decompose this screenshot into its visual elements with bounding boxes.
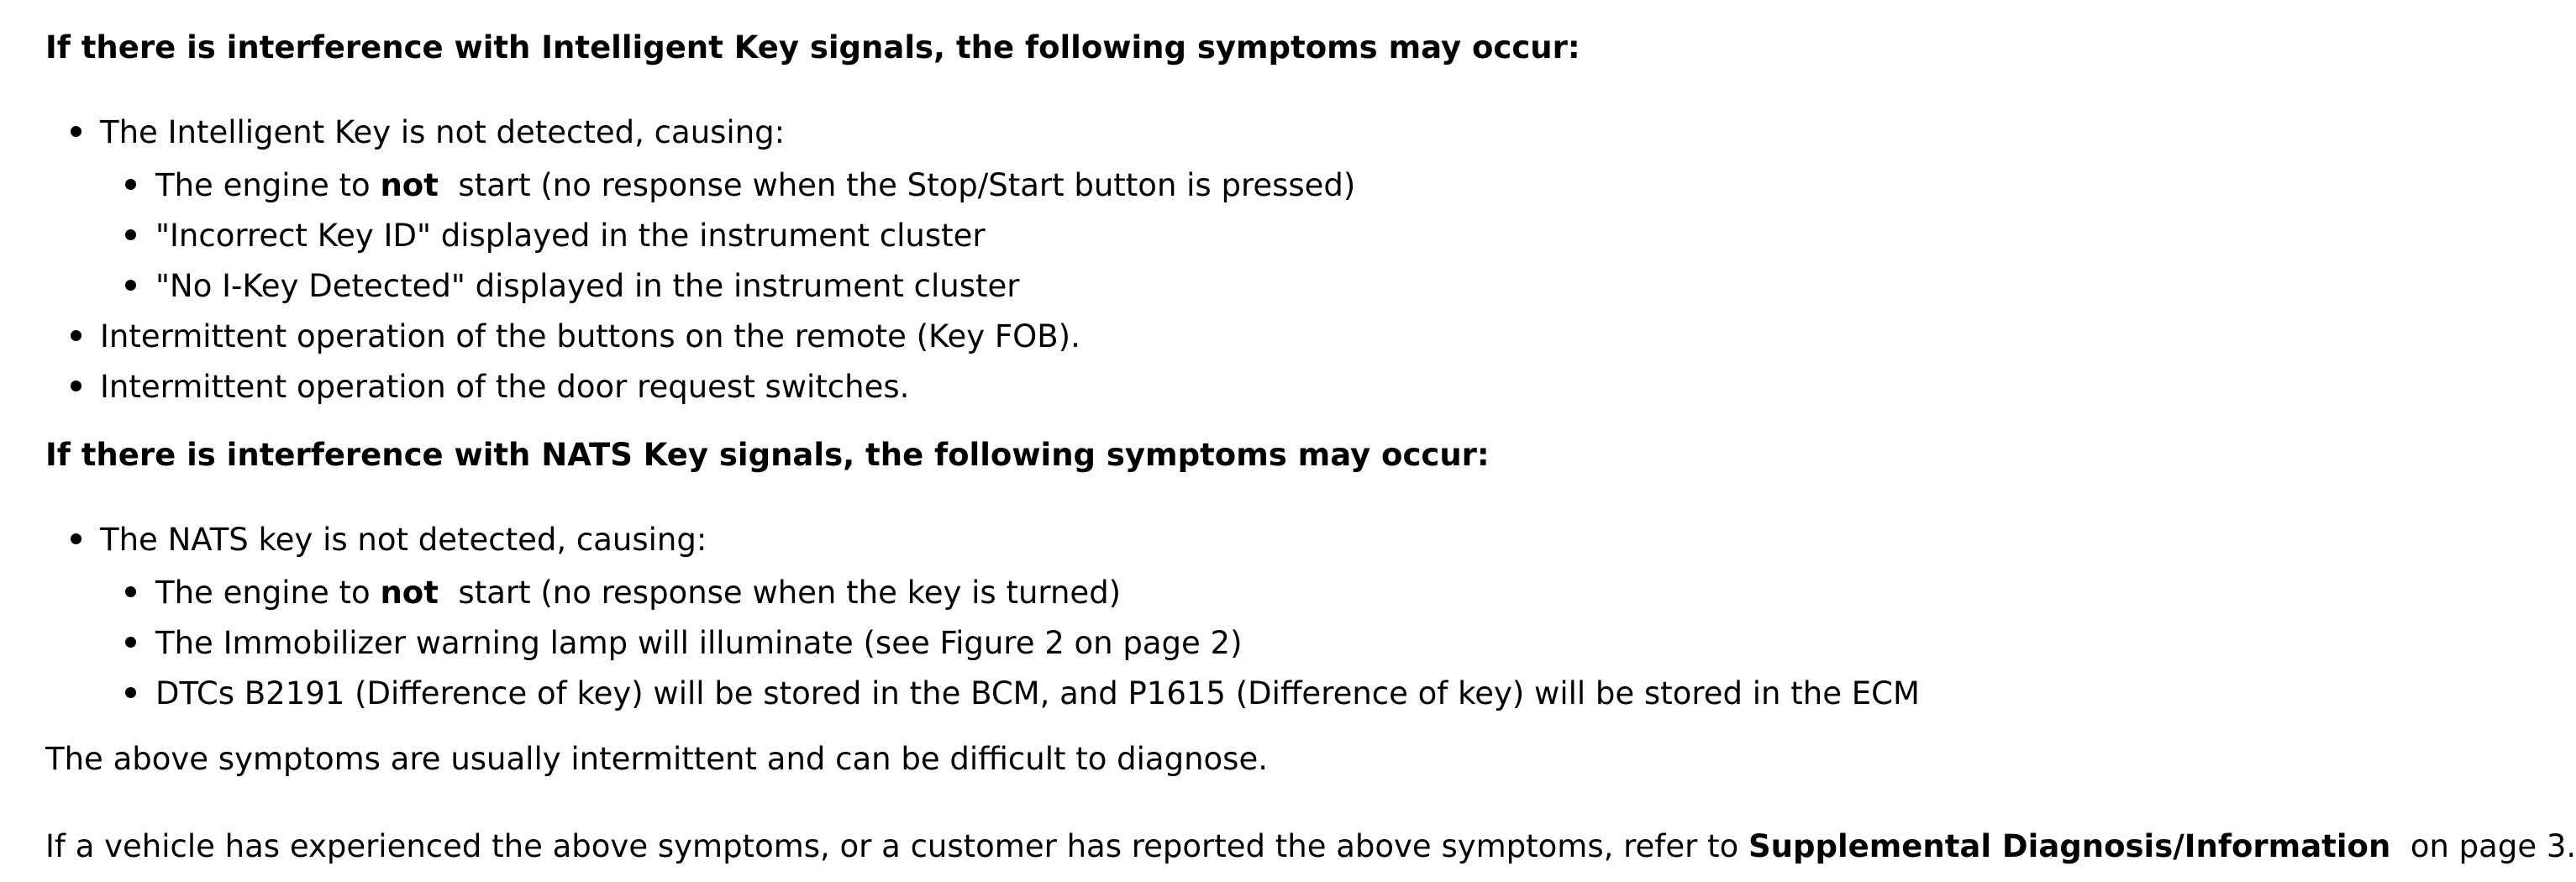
- bullet-icon: [125, 586, 136, 597]
- list-item: The Intelligent Key is not detected, causing:: [100, 114, 786, 150]
- bullet-icon: [71, 381, 81, 391]
- list-item-text: start (no response when the Stop/Start button is pressed): [438, 167, 1356, 203]
- list-item: Intermittent operation of the buttons on the remote (Key FOB).: [100, 318, 1080, 354]
- list-item-text: The engine to: [155, 167, 381, 203]
- list-item: DTCs B2191 (Difference of key) will be stored in the BCM, and P1615 (Difference of key) will be stored in the ECM: [155, 675, 1920, 711]
- emphasis-text: not: [380, 575, 439, 611]
- reference-link-text: Supplemental Diagnosis/Information: [1748, 828, 2391, 864]
- paragraph-refer: [45, 828, 2576, 864]
- bullet-icon: [71, 330, 81, 341]
- list-item: The NATS key is not detected, causing:: [100, 522, 707, 558]
- paragraph-text: on page 3.: [2390, 828, 2576, 864]
- list-item-text: start (no response when the key is turned): [438, 575, 1122, 611]
- paragraph-text: If a vehicle has experienced the above symptoms, or a customer has reported the above symptoms, refer to: [45, 828, 1748, 864]
- bullet-icon: [71, 533, 81, 544]
- bullet-icon: [125, 687, 136, 698]
- section-heading-nats-key: If there is interference with NATS Key signals, the following symptoms may occur:: [45, 437, 1490, 473]
- paragraph-intermittent: The above symptoms are usually intermittent and can be difficult to diagnose.: [45, 741, 1268, 777]
- list-item: "No I-Key Detected" displayed in the instrument cluster: [155, 268, 1020, 304]
- bullet-icon: [71, 126, 81, 137]
- bullet-icon: [125, 229, 136, 240]
- bullet-icon: [125, 179, 136, 190]
- bullet-icon: [125, 637, 136, 648]
- list-item: [155, 167, 1356, 203]
- list-item-text: The engine to: [155, 575, 381, 611]
- list-item: Intermittent operation of the door request switches.: [100, 369, 910, 405]
- emphasis-text: not: [380, 167, 439, 203]
- list-item: "Incorrect Key ID" displayed in the instrument cluster: [155, 218, 986, 254]
- list-item: [155, 575, 1122, 611]
- section-heading-intelligent-key: If there is interference with Intelligent Key signals, the following symptoms may occur:: [45, 29, 1580, 66]
- bullet-icon: [125, 280, 136, 291]
- list-item: The Immobilizer warning lamp will illuminate (see Figure 2 on page 2): [155, 625, 1243, 661]
